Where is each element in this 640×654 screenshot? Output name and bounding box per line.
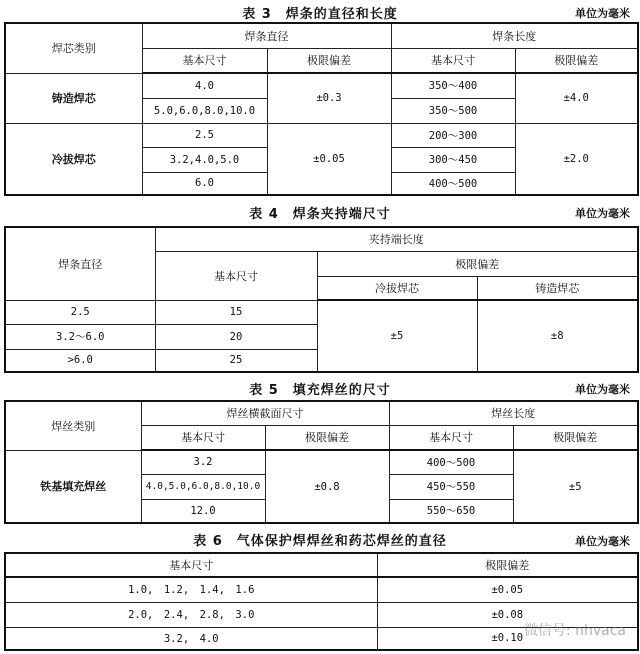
header-tolerance: 极限偏差 [267, 48, 391, 73]
cell: 3.2,4.0,5.0 [142, 147, 267, 172]
cell: 4.0,5.0,6.0,8.0,10.0 [141, 474, 265, 499]
header-basic: 基本尺寸 [142, 48, 267, 73]
table3-unit: 单位为毫米 [575, 7, 630, 20]
cell: 2.0, 2.4, 2.8, 3.0 [5, 602, 377, 627]
cell: ±0.08 [377, 602, 638, 627]
header-tolerance: 极限偏差 [317, 251, 638, 276]
cell: 6.0 [142, 172, 267, 195]
cell: 20 [155, 324, 317, 349]
table5-title: 表 5 填充焊丝的尺寸 [249, 383, 391, 398]
header-length: 焊丝长度 [389, 401, 638, 425]
header-basic: 基本尺寸 [155, 251, 317, 300]
cell: 450～550 [389, 474, 513, 499]
row-iron-filler: 铁基填充焊丝 [5, 450, 141, 523]
cell: 350～500 [391, 98, 515, 123]
cell: ±0.3 [267, 73, 391, 123]
cell: 2.5 [5, 300, 155, 324]
header-basic: 基本尺寸 [141, 425, 265, 450]
row-cast-core: 铸造焊芯 [5, 73, 142, 123]
header-tolerance: 极限偏差 [377, 553, 638, 577]
table5-unit: 单位为毫米 [575, 383, 630, 396]
header-tolerance: 极限偏差 [265, 425, 389, 450]
header-core-type: 焊芯类别 [5, 23, 142, 73]
cell: ±4.0 [515, 73, 638, 123]
table6-title: 表 6 气体保护焊焊丝和药芯焊丝的直径 [193, 534, 447, 549]
cell: ±5 [317, 300, 477, 372]
header-cast-core: 铸造焊芯 [477, 276, 638, 300]
cell: >6.0 [5, 349, 155, 372]
cell: ±0.8 [265, 450, 389, 523]
cell: 300～450 [391, 147, 515, 172]
header-cold-core: 冷拔焊芯 [317, 276, 477, 300]
header-diameter: 焊条直径 [142, 23, 391, 48]
table4-unit: 单位为毫米 [575, 207, 630, 220]
cell: 3.2 [141, 450, 265, 474]
cell: 400～500 [389, 450, 513, 474]
table3 [4, 22, 639, 196]
cell: 25 [155, 349, 317, 372]
cell: 15 [155, 300, 317, 324]
cell: ±0.05 [267, 123, 391, 195]
header-basic: 基本尺寸 [5, 553, 377, 577]
cell: ±8 [477, 300, 638, 372]
cell: 3.2～6.0 [5, 324, 155, 349]
cell: 2.5 [142, 123, 267, 147]
header-diameter: 焊条直径 [5, 227, 155, 300]
cell: 12.0 [141, 499, 265, 523]
cell: 550～650 [389, 499, 513, 523]
header-tolerance: 极限偏差 [513, 425, 638, 450]
header-wire-type: 焊丝类别 [5, 401, 141, 450]
cell: ±5 [513, 450, 638, 523]
cell: 3.2, 4.0 [5, 627, 377, 650]
header-basic: 基本尺寸 [391, 48, 515, 73]
header-cross-section: 焊丝横截面尺寸 [141, 401, 389, 425]
watermark: 微信号: nhvaca [523, 623, 626, 639]
header-clamp-length: 夹持端长度 [155, 227, 638, 251]
table6-unit: 单位为毫米 [575, 535, 630, 548]
cell: 200～300 [391, 123, 515, 147]
header-basic: 基本尺寸 [389, 425, 513, 450]
table4 [4, 226, 639, 373]
cell: ±2.0 [515, 123, 638, 195]
header-tolerance: 极限偏差 [515, 48, 638, 73]
table5 [4, 400, 639, 524]
cell: 5.0,6.0,8.0,10.0 [142, 98, 267, 123]
cell: 400～500 [391, 172, 515, 195]
cell: 4.0 [142, 73, 267, 98]
row-cold-core: 冷拔焊芯 [5, 123, 142, 195]
cell: 1.0, 1.2, 1.4, 1.6 [5, 577, 377, 602]
table4-title: 表 4 焊条夹持端尺寸 [249, 207, 391, 222]
cell: 350～400 [391, 73, 515, 98]
cell: ±0.10 [377, 627, 638, 650]
table3-title: 表 3 焊条的直径和长度 [242, 7, 398, 22]
header-length: 焊条长度 [391, 23, 638, 48]
cell: ±0.05 [377, 577, 638, 602]
